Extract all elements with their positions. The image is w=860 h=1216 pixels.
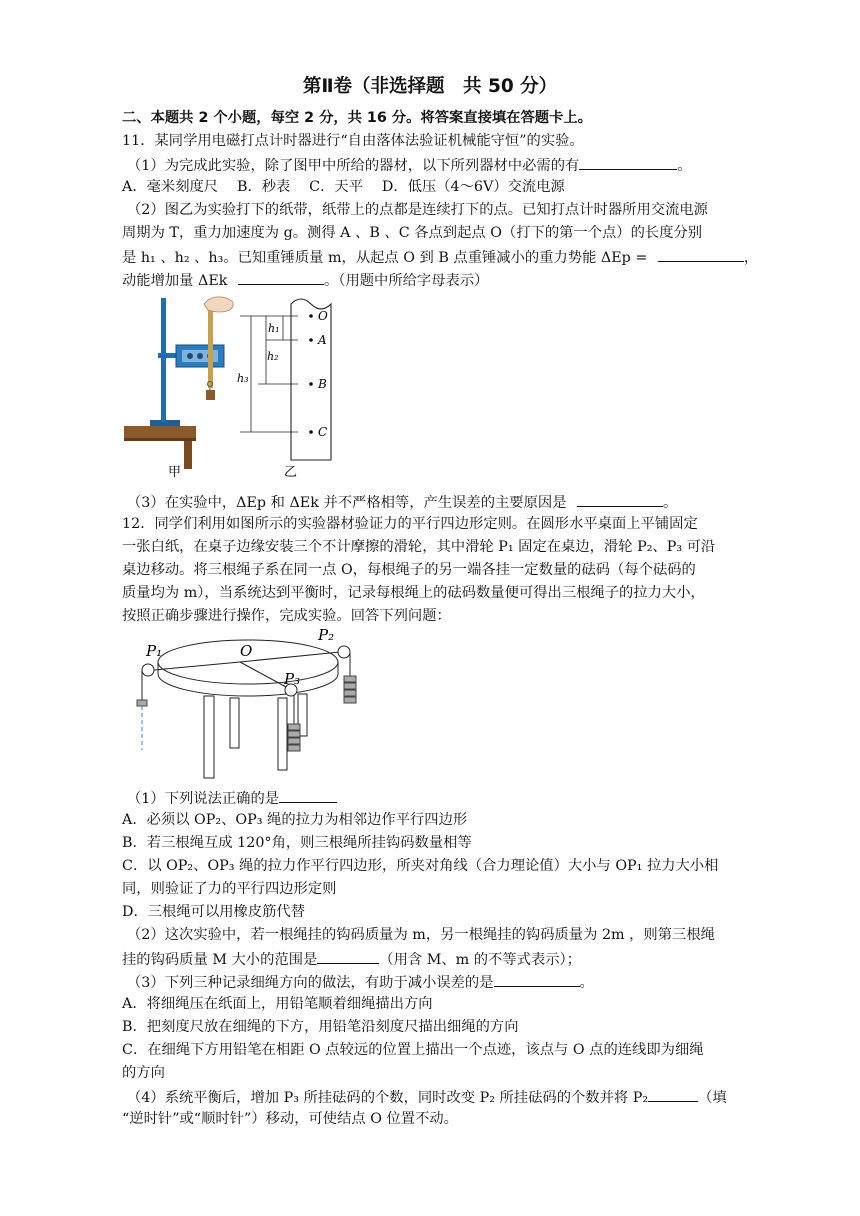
label-O: O xyxy=(318,309,328,323)
q12-sub3-B: B．把刻度尺放在细绳的下方，用铅笔沿刻度尺描出细绳的方向 xyxy=(122,1019,519,1035)
q12-line5: 按照正确步骤进行操作，完成实验。回答下列问题： xyxy=(122,608,451,624)
q11-part2-line4-text: 动能增加量 ΔEk xyxy=(122,273,228,289)
q12-line3: 桌边移动。将三根绳子系在同一点 O，每根绳子的另一端各挂一定数量的砝码（每个砝码的 xyxy=(122,562,696,578)
q12-figure xyxy=(128,626,368,782)
q11-part2-line4-end: 。（用题中所给字母表示） xyxy=(324,273,489,289)
q11-part1-text: （1）为完成此实验，除了图甲中所给的器材，以下所列器材中必需的有 xyxy=(127,158,580,174)
label-P2: P₂ xyxy=(318,626,335,644)
answer-blank[interactable] xyxy=(494,971,580,987)
q12-sub1-C1: C．以 OP₂、OP₃ 绳的拉力作平行四边形，所夹对角线（合力理论值）大小与 OP₁ 拉力大小相 xyxy=(122,858,719,874)
q12-sub4-text: （4）系统平衡后，增加 P₃ 所挂砝码的个数，同时改变 P₂ 所挂砝码的个数并将 P₂ xyxy=(127,1090,649,1106)
stand-pole xyxy=(161,298,166,422)
q12-sub3 xyxy=(127,971,594,993)
weight-stack-P2 xyxy=(344,676,356,682)
q12-sub4-line2: “逆时针”或“顺时针”）移动，可使结点 O 位置不动。 xyxy=(122,1111,458,1127)
answer-blank[interactable] xyxy=(238,269,324,285)
table-leg xyxy=(204,696,214,778)
answer-blank[interactable] xyxy=(317,948,379,964)
q12-sub2-line1: （2）这次实验中，若一根绳挂的钩码质量为 m，另一根绳挂的钩码质量为 2m ，则第三根绳 xyxy=(127,927,715,943)
answer-blank[interactable] xyxy=(577,491,663,507)
hand-icon xyxy=(204,297,233,312)
fig-jia-label: 甲 xyxy=(168,465,182,480)
dot-O xyxy=(309,314,313,318)
pulley-P1 xyxy=(142,664,154,676)
q11-part2-line1: （2）图乙为实验打下的纸带，纸带上的点都是连续打下的点。已知打点计时器所用交流电源 xyxy=(127,202,708,218)
table-leg xyxy=(184,441,192,469)
q11-part3 xyxy=(127,491,677,513)
dot-C xyxy=(309,430,313,434)
q11-part2-line3-end: ， xyxy=(743,250,759,266)
dot-A xyxy=(309,338,313,342)
table-top xyxy=(124,426,196,438)
q12-sub1 xyxy=(127,787,337,809)
q12-sub4-line1 xyxy=(127,1086,727,1108)
q12-sub3-C2: 的方向 xyxy=(122,1065,165,1081)
label-A: A xyxy=(318,333,327,347)
page-title: 第Ⅱ卷（非选择题 共 50 分） xyxy=(302,76,558,97)
q11-part2-line4 xyxy=(122,269,488,291)
q12-sub3-C1: C．在细绳下方用铅笔在相距 O 点较远的位置上描出一个点迹，该点与 O 点的连线即为细绳 xyxy=(122,1042,704,1058)
q12-line1: 12．同学们利用如图所示的实验器材验证力的平行四边形定则。在圆形水平桌面上平铺固定 xyxy=(122,516,698,532)
dot-B xyxy=(309,382,313,386)
weight-icon xyxy=(206,390,215,400)
weight-stack-P3 xyxy=(288,724,300,730)
q12-sub3-A: A．将细绳压在纸面上，用铅笔顺着细绳描出方向 xyxy=(122,996,433,1012)
h1-label: h₁ xyxy=(268,322,280,335)
h3-label: h₃ xyxy=(237,372,249,385)
q11-part1 xyxy=(127,154,692,176)
q11-part2-line2: 周期为 T，重力加速度为 g。测得 A 、B 、C 各点到起点 O（打下的第一个点）的长度分别 xyxy=(122,225,703,241)
q11-part3-end: 。 xyxy=(663,495,678,511)
answer-blank[interactable] xyxy=(579,154,677,170)
q12-sub1-A: A．必须以 OP₂、OP₃ 绳的拉力为相邻边作平行四边形 xyxy=(122,812,468,828)
q12-sub3-end: 。 xyxy=(579,975,594,991)
q12-sub2-line2 xyxy=(122,948,581,970)
q12-line2: 一张白纸，在桌子边缘安装三个不计摩擦的滑轮，其中滑轮 P₁ 固定在桌边，滑轮 P₂、P₃ 可沿 xyxy=(122,539,716,555)
label-P3: P₃ xyxy=(284,670,301,688)
h2-label: h₂ xyxy=(267,350,279,363)
q11-part2-line3 xyxy=(122,246,758,268)
paper-tape xyxy=(208,304,213,388)
answer-blank[interactable] xyxy=(658,246,744,262)
answer-blank[interactable] xyxy=(648,1086,698,1102)
label-B: B xyxy=(318,377,327,391)
section-heading: 二、本题共 2 个小题，每空 2 分，共 16 分。将答案直接填在答题卡上。 xyxy=(122,110,592,126)
q11-options: A．毫米刻度尺 B．秒表 C．天平 D．低压（4～6V）交流电源 xyxy=(122,179,565,195)
q11-part1-end: 。 xyxy=(677,158,692,174)
q12-sub3-text: （3）下列三种记录细绳方向的做法，有助于减小误差的是 xyxy=(127,975,494,991)
pulley-P2 xyxy=(338,646,350,658)
q12-sub2-end: （用含 M、m 的不等式表示）； xyxy=(379,952,581,968)
answer-blank[interactable] xyxy=(279,787,337,803)
weight-stack-P1 xyxy=(137,700,147,706)
q11-stem: 11．某同学用电磁打点计时器进行“自由落体法验证机械能守恒”的实验。 xyxy=(122,133,584,149)
q12-sub4-fill: （填 xyxy=(698,1090,727,1106)
q11-part2-line3-text: 是 h₁ 、h₂ 、h₃。已知重锤质量 m，从起点 O 到 B 点重锤减小的重力势能 ΔEp = xyxy=(122,250,648,266)
q11-figure xyxy=(118,290,358,485)
q12-sub1-D: D．三根绳可以用橡皮筋代替 xyxy=(122,904,306,920)
label-P1: P₁ xyxy=(146,642,163,660)
label-C: C xyxy=(318,425,328,439)
fig-yi-label: 乙 xyxy=(284,465,298,480)
q12-sub2-text: 挂的钩码质量 M 大小的范围是 xyxy=(122,952,318,968)
q11-part3-text: （3）在实验中，ΔEp 和 ΔEk 并不严格相等，产生误差的主要原因是 xyxy=(127,495,567,511)
q12-sub1-C2: 同，则验证了力的平行四边形定则 xyxy=(122,881,337,897)
label-O: O xyxy=(240,642,253,660)
q12-sub1-text: （1）下列说法正确的是 xyxy=(127,791,280,807)
q12-line4: 质量均为 m），当系统达到平衡时，记录每根绳上的砝码数量便可得出三根绳子的拉力大小， xyxy=(122,585,705,601)
q12-sub1-B: B．若三根绳互成 120°角，则三根绳所挂钩码数量相等 xyxy=(122,835,472,851)
